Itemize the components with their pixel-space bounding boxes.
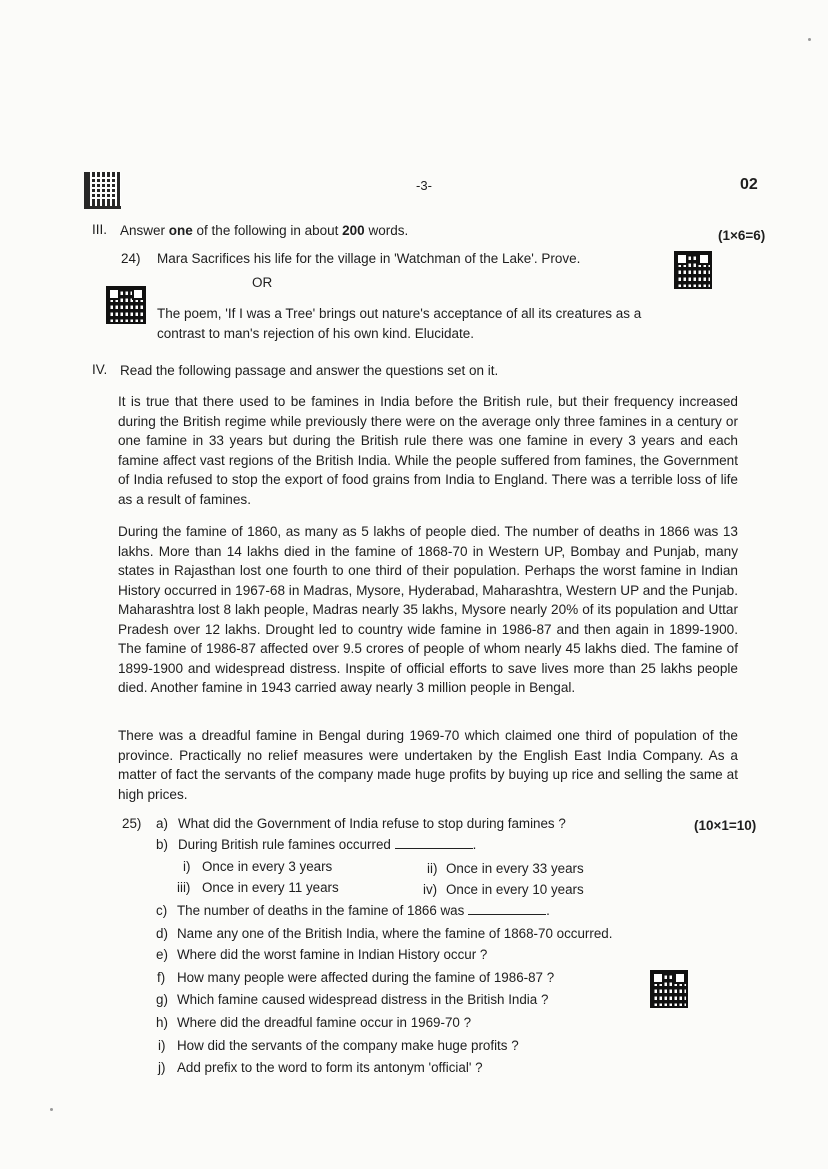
page-number: -3- — [416, 178, 432, 193]
q25-f-label: f) — [157, 970, 166, 985]
q25-d-label: d) — [156, 926, 168, 941]
q25-c-text: The number of deaths in the famine of 1866 was . — [177, 903, 550, 918]
q25-i-label: i) — [158, 1038, 166, 1053]
q25-option-iv-text: Once in every 10 years — [446, 882, 584, 897]
q25-g-label: g) — [156, 992, 168, 1007]
q25-number: 25) — [122, 816, 142, 831]
q25-i-text: How did the servants of the company make huge profits ? — [177, 1038, 519, 1053]
q25-option-i-label: i) — [183, 859, 191, 874]
q25-e-text: Where did the worst famine in Indian History occur ? — [177, 947, 488, 962]
barcode-icon — [84, 172, 121, 209]
or-label: OR — [252, 275, 273, 290]
passage-paragraph-3: There was a dreadful famine in Bengal during 1969-70 which claimed one third of population of the province. Practically no relief measures were undertaken by the English East India Company. As a matter of fact the servants of the company made huge profits by buying up rice and selling the same at high prices. — [118, 728, 738, 802]
q25-h-label: h) — [156, 1015, 168, 1030]
q25-option-iv-label: iv) — [423, 882, 438, 897]
qr-code-icon — [108, 288, 144, 322]
q25-d-text: Name any one of the British India, where the famine of 1868-70 occurred. — [177, 926, 613, 941]
answer-blank — [395, 838, 473, 849]
answer-blank — [468, 904, 546, 915]
q25-option-ii-label: ii) — [427, 861, 438, 876]
q25-g-text: Which famine caused widespread distress in the British India ? — [177, 992, 549, 1007]
q25-b-text: During British rule famines occurred . — [178, 837, 477, 852]
paper-code: 02 — [740, 176, 758, 193]
scan-speck — [808, 38, 811, 41]
section-4-instruction: Read the following passage and answer the questions set on it. — [120, 363, 499, 378]
q25-h-text: Where did the dreadful famine occur in 1969-70 ? — [177, 1015, 472, 1030]
section-3-instruction: Answer one of the following in about 200 words. — [120, 223, 409, 238]
q25-j-text: Add prefix to the word to form its antonym 'official' ? — [177, 1060, 483, 1075]
section-3-number: III. — [92, 222, 108, 237]
q25-j-label: j) — [158, 1060, 166, 1075]
q25-f-text: How many people were affected during the famine of 1986-87 ? — [177, 970, 555, 985]
alt-question-line-2: contrast to man's rejection of his own kind. Elucidate. — [157, 326, 474, 341]
section-3-marks: (1×6=6) — [718, 228, 766, 243]
scan-speck — [50, 1108, 53, 1111]
qr-code-icon — [676, 253, 710, 287]
q25-option-iii-label: iii) — [177, 880, 191, 895]
q25-option-i-text: Once in every 3 years — [202, 859, 333, 874]
qr-code-icon — [652, 972, 686, 1006]
q25-c-label: c) — [156, 903, 168, 918]
q25-option-ii-text: Once in every 33 years — [446, 861, 584, 876]
alt-question-line-1: The poem, 'If I was a Tree' brings out nature's acceptance of all its creatures as a — [157, 306, 642, 321]
passage-paragraph-1: It is true that there used to be famines in India before the British rule, but their frequency increased during the British regime while previously there were on the average only three famines in a century or one famine in 33 years but during the British rule there was one famine in every 3 years and each famine affect vast regions of the British India. While the people suffered from famines, the Government of India refused to stop the export of food grains from India to England. There was a terrible loss of life as a result of famines. — [118, 394, 738, 507]
q25-option-iii-text: Once in every 11 years — [202, 880, 339, 895]
q24-text: Mara Sacrifices his life for the village in 'Watchman of the Lake'. Prove. — [157, 251, 581, 266]
section-4-number: IV. — [92, 362, 108, 377]
q25-a-label: a) — [156, 816, 168, 831]
q25-e-label: e) — [156, 947, 168, 962]
q25-a-text: What did the Government of India refuse to stop during famines ? — [178, 816, 566, 831]
q25-marks: (10×1=10) — [694, 818, 757, 833]
q24-number: 24) — [121, 251, 141, 266]
passage-paragraph-2: During the famine of 1860, as many as 5 lakhs of people died. The number of deaths in 1866 was 13 lakhs. More than 14 lakhs died in the famine of 1868-70 in Western UP, Bombay and Punjab, many states in Rajasthan lost one fourth to one third of their population. Perhaps the worst famine in Indian History occurred in 1967-68 in Madras, Mysore, Hyderabad, Maharashtra, Western UP and the Punjab. Maharashtra lost 8 lakh people, Madras nearly 35 lakhs, Mysore nearly 20% of its population and Uttar Pradesh over 12 lakhs. Drought led to country wide famine in 1986-87 and then again in 1899-1900. The famine of 1986-87 affected over 9.5 crores of people of whom nearly 45 lakhs died. The famine of 1899-1900 and widespread distress. Inspite of official efforts to save lives more than 25 lakhs people died. Another famine in 1943 carried away nearly 3 million people in Bengal. — [118, 524, 738, 695]
q25-b-label: b) — [156, 837, 168, 852]
